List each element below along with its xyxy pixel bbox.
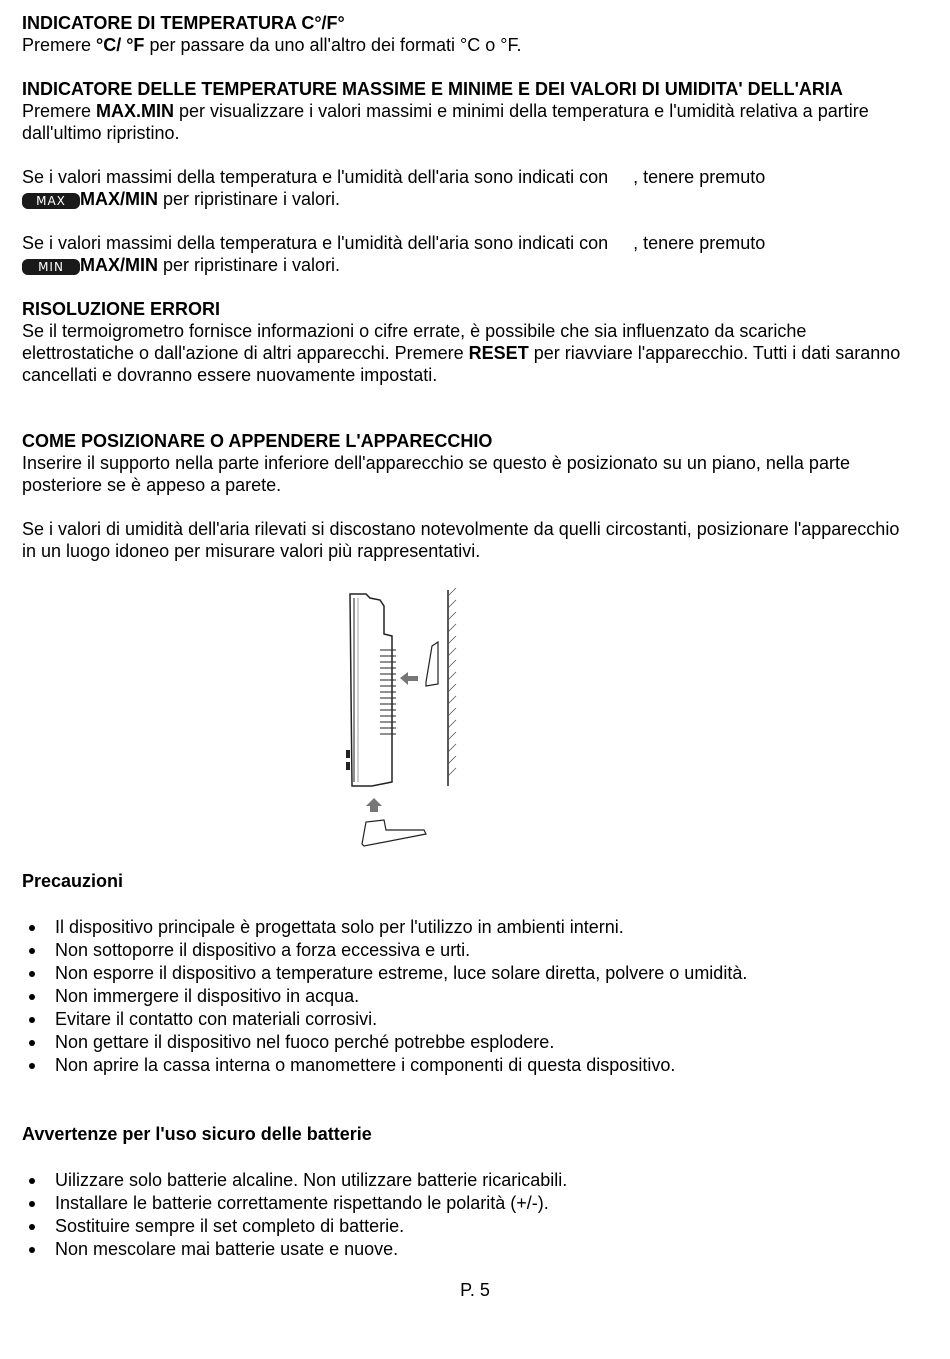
- list-item: Non mescolare mai batterie usate e nuove.: [22, 1238, 922, 1261]
- section-text: [22, 100, 912, 144]
- section-title: INDICATORE DI TEMPERATURA C°/F°: [22, 13, 345, 33]
- text: Premere: [22, 35, 97, 55]
- section-maxmin: [22, 78, 912, 276]
- list-item: Il dispositivo principale è progettata solo per l'utilizzo in ambienti interni.: [22, 916, 922, 939]
- min-reset-text: [22, 232, 912, 254]
- list-item: Uilizzare solo batterie alcaline. Non utilizzare batterie ricaricabili.: [22, 1169, 922, 1192]
- list-item: Non sottoporre il dispositivo a forza eccessiva e urti.: [22, 939, 922, 962]
- section-text: [22, 34, 912, 56]
- min-reset-text-2: [22, 254, 912, 276]
- text: per visualizzare i valori massimi e minimi della temperatura e l'umidità relativa a partire dall'ultimo ripristino.: [22, 101, 869, 143]
- list-item: Non gettare il dispositivo nel fuoco perché potrebbe esplodere.: [22, 1031, 922, 1054]
- section-precautions: [22, 870, 922, 1077]
- text: per ripristinare i valori.: [158, 189, 341, 209]
- section-title: INDICATORE DELLE TEMPERATURE MASSIME E MINIME E DEI VALORI DI UMIDITA' DELL'ARIA: [22, 79, 843, 99]
- precautions-list: [22, 916, 922, 1077]
- text: per riavviare l'apparecchio. Tutti i dati saranno cancellati e dovranno essere nuovamente impostati.: [22, 343, 901, 385]
- section-text: Se i valori di umidità dell'aria rilevati si discostano notevolmente da quelli circostanti, posizionare l'apparecchio in un luogo idoneo per misurare valori più rappresentativi.: [22, 519, 900, 561]
- page-number: P. 5: [460, 1280, 490, 1300]
- section-temp-indicator: [22, 12, 912, 56]
- button-label: °C/ °F: [96, 35, 145, 55]
- text: per passare da uno all'altro dei formati °C o °F.: [144, 35, 522, 55]
- max-badge-icon: MAX: [22, 193, 80, 209]
- list-item: Non immergere il dispositivo in acqua.: [22, 985, 922, 1008]
- section-title: Avvertenze per l'uso sicuro delle batterie: [22, 1124, 372, 1144]
- list-item: Non aprire la cassa interna o manomettere i componenti di questa dispositivo.: [22, 1054, 922, 1077]
- button-label: MAX/MIN: [80, 255, 158, 275]
- section-title: RISOLUZIONE ERRORI: [22, 299, 221, 319]
- list-item: Installare le batterie correttamente rispettando le polarità (+/-).: [22, 1192, 922, 1215]
- mounting-illustration: [340, 586, 460, 848]
- text: Se i valori massimi della temperatura e l'umidità dell'aria sono indicati con , tenere premuto: [22, 167, 766, 187]
- section-batteries: [22, 1123, 922, 1261]
- max-reset-text-2: [22, 188, 912, 210]
- section-positioning: [22, 430, 912, 562]
- device-mounting-icon: [340, 586, 460, 848]
- min-badge-icon: MIN: [22, 259, 80, 275]
- button-label: MAX.MIN: [96, 101, 175, 121]
- button-label: RESET: [468, 343, 529, 363]
- section-errors: [22, 298, 912, 386]
- text: per ripristinare i valori.: [158, 255, 341, 275]
- section-title: COME POSIZIONARE O APPENDERE L'APPARECCHIO: [22, 431, 493, 451]
- max-reset-text: [22, 166, 912, 188]
- section-text: Inserire il supporto nella parte inferiore dell'apparecchio se questo è posizionato su un piano, nella parte posteriore se è appeso a parete.: [22, 453, 850, 495]
- section-title: Precauzioni: [22, 871, 124, 891]
- list-item: Sostituire sempre il set completo di batterie.: [22, 1215, 922, 1238]
- list-item: Non esporre il dispositivo a temperature estreme, luce solare diretta, polvere o umidità.: [22, 962, 922, 985]
- text: Premere: [22, 101, 97, 121]
- batteries-list: [22, 1169, 922, 1261]
- text: Se i valori massimi della temperatura e l'umidità dell'aria sono indicati con , tenere premuto: [22, 233, 766, 253]
- button-label: MAX/MIN: [80, 189, 158, 209]
- list-item: Evitare il contatto con materiali corrosivi.: [22, 1008, 922, 1031]
- document-page: [22, 12, 912, 562]
- section-text: [22, 320, 912, 386]
- text: Se il termoigrometro fornisce informazioni o cifre errate, è possibile che sia influenzato da scariche elettrostatiche o dall'azione di altri apparecchi. Premere: [22, 321, 807, 363]
